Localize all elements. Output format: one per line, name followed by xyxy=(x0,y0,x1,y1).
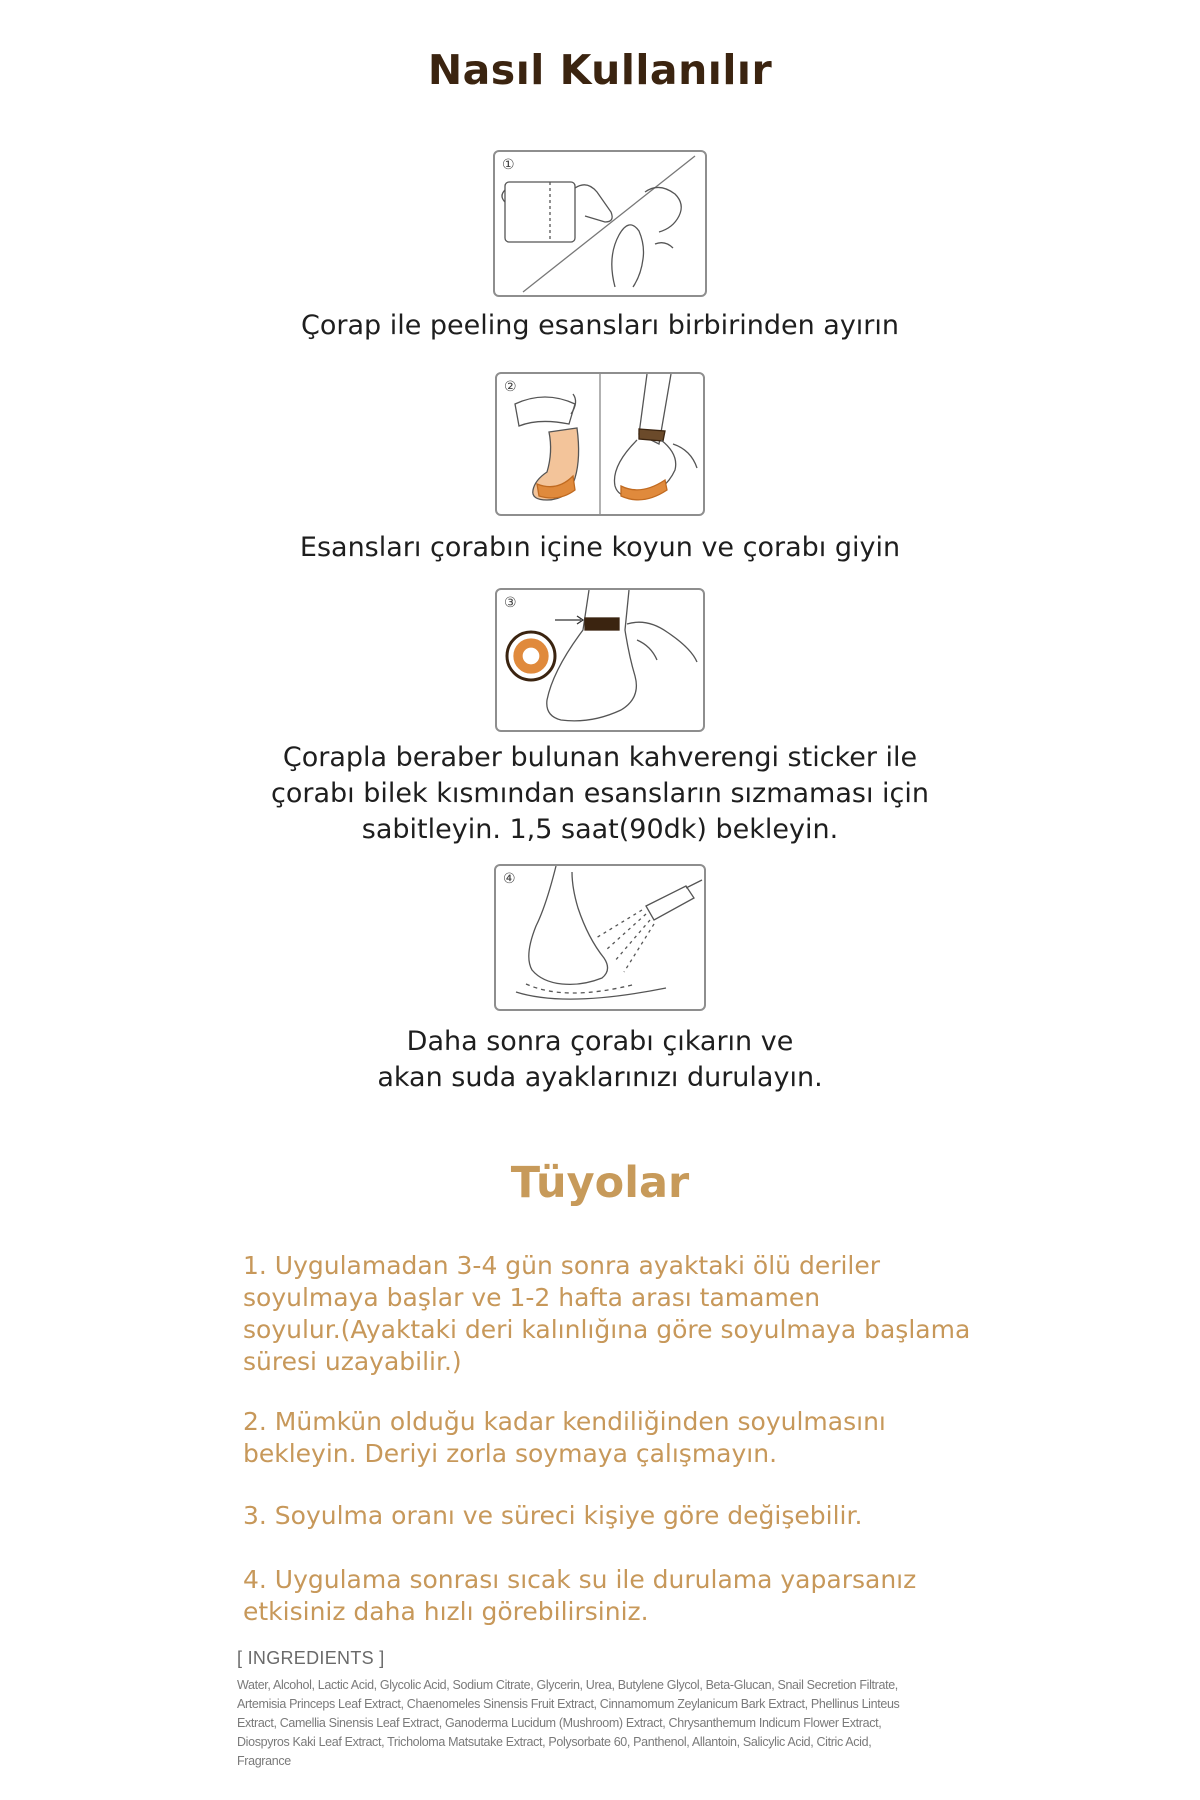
step-4-illustration xyxy=(494,864,706,1011)
ingredients-title: [ INGREDIENTS ] xyxy=(237,1648,385,1668)
step-1-caption: Çorap ile peeling esansları birbirinden ayırın xyxy=(300,310,900,341)
ingredients-list: Water, Alcohol, Lactic Acid, Glycolic Acid, Sodium Citrate, Glycerin, Urea, Butylene Glycol, Beta-Glucan, Snail Secretion Filtrate, Artemisia Princeps Leaf Extract, Chaenomeles Sinensis Fruit Extract, Cinnamomum Zeylanicum Bark Extract, Phellinus Linteus Extract, Camellia Sinensis Leaf Extract, Ganoderma Lucidum (Mushroom) Extract, Chrysanthemum Indicum Flower Extract, Diospyros Kaki Leaf Extract, Tricholoma Matsutake Extract, Polysorbate 60, Panthenol, Allantoin, Salicylic Acid, Citric Acid, Fragrance xyxy=(237,1678,900,1768)
tip-4: 4. Uygulama sonrası sıcak su ile durulama yaparsanız etkisiniz daha hızlı görebilirsiniz. xyxy=(243,1565,917,1626)
svg-text:④: ④ xyxy=(503,871,516,887)
tips-title: Tüyolar xyxy=(510,1158,690,1208)
svg-text:③: ③ xyxy=(504,595,517,611)
tip-1: 1. Uygulamadan 3-4 gün sonra ayaktaki ölü deriler soyulmaya başlar ve 1-2 hafta arası tamamen soyulur.(Ayaktaki deri kalınlığına göre soyulmaya başlama süresi uzayabilir.) xyxy=(243,1251,971,1376)
svg-text:②: ② xyxy=(504,379,517,395)
svg-text:①: ① xyxy=(502,157,515,173)
step-4-caption: Daha sonra çorabı çıkarın ve akan suda ayaklarınızı durulayın. xyxy=(377,1026,823,1093)
tip-3: 3. Soyulma oranı ve süreci kişiye göre değişebilir. xyxy=(243,1501,863,1530)
step-3-caption: Çorapla beraber bulunan kahverengi sticker ile çorabı bilek kısmından esansların sızmaması için sabitleyin. 1,5 saat(90dk) bekleyin. xyxy=(271,742,929,845)
page-title: Nasıl Kullanılır xyxy=(427,46,773,94)
step-3-illustration xyxy=(495,588,705,732)
step-1-illustration xyxy=(493,150,707,297)
step-2-illustration xyxy=(495,372,705,516)
tip-2: 2. Mümkün olduğu kadar kendiliğinden soyulmasını bekleyin. Deriyi zorla soymaya çalışmayın. xyxy=(243,1407,886,1468)
step-2-caption: Esansları çorabın içine koyun ve çorabı giyin xyxy=(299,532,901,563)
